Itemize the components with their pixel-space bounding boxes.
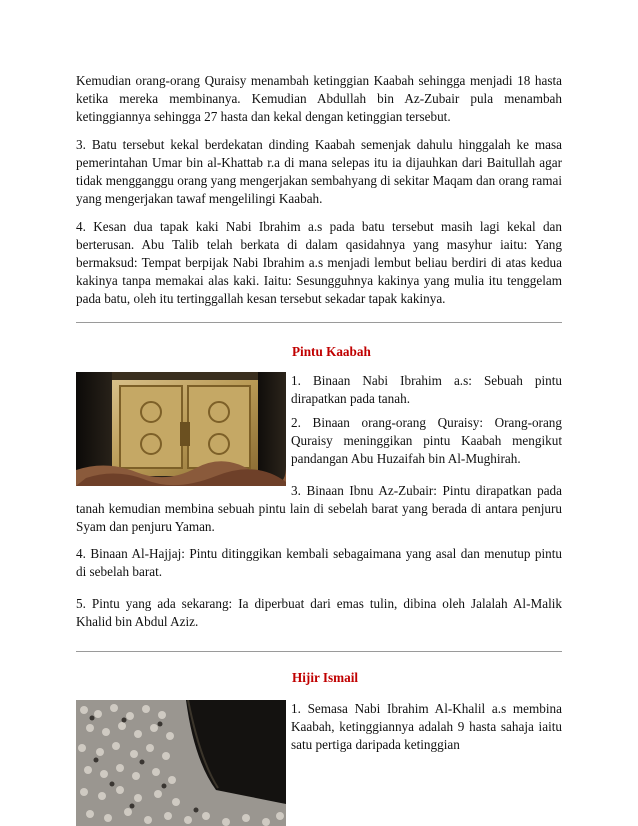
section-divider (76, 651, 562, 652)
pintu-item-3: 3. Binaan Ibnu Az-Zubair: Pintu dirapatkan pada tanah kemudian membina sebuah pintu lain di sebelah barat yang berada di antara penjuru Syam dan penjuru Yaman. (76, 483, 562, 534)
hijir-ismail-crowd-photo (76, 700, 286, 826)
pintu-item-2: 2. Binaan orang-orang Quraisy: Orang-orang Quraisy meninggikan pintu Kaabah mengikut pandangan Abu Huzaifah bin Al-Mughirah. (291, 415, 562, 466)
pintu-item-1: 1. Binaan Nabi Ibrahim a.s: Sebuah pintu dirapatkan pada tanah. (291, 373, 562, 406)
pintu-item-4: 4. Binaan Al-Hajjaj: Pintu ditinggikan kembali sebagaimana yang asal dan menutup pintu di sebelah barat. (76, 546, 562, 579)
paragraph-footprints: 4. Kesan dua tapak kaki Nabi Ibrahim a.s pada batu tersebut masih lagi kekal dan berterusan. Abu Talib telah berkata di dalam qasidahnya yang masyhur iaitu: Yang bermaksud: Tempat berpijak Nabi Ibrahim a.s menjadi lembut beliau berdiri di atas kedua kakinya tanpa memakai alas kaki. Iaitu: Sesungguhnya kakinya yang mulia itu tenggelam pada batu, oleh itu tertinggallah kesan tersebut sekadar tapak kakinya. (76, 219, 562, 306)
kaabah-door-photo (76, 372, 286, 486)
section-heading-hijir-ismail: Hijir Ismail (292, 670, 359, 685)
paragraph-stone-position: 3. Batu tersebut kekal berdekatan dinding Kaabah semenjak dahulu hinggalah ke masa pemerintahan Umar bin al-Khattab r.a di mana selepas itu ia dijauhkan dari Baitullah agar tidak mengganggu orang yang mengerjakan sembahyang di sekitar Maqam dan orang ramai yang mengerjakan tawaf mengelilingi Kaabah. (76, 137, 562, 206)
pintu-item-5: 5. Pintu yang ada sekarang: Ia diperbuat dari emas tulin, dibina oleh Jalalah Al-Malik Khalid bin Abdul Aziz. (76, 596, 562, 629)
section-divider (76, 322, 562, 323)
hijir-item-1: 1. Semasa Nabi Ibrahim Al-Khalil a.s membina Kaabah, ketinggiannya adalah 9 hasta sahaja iaitu satu pertiga daripada ketinggian (291, 701, 562, 752)
section-heading-pintu-kaabah: Pintu Kaabah (292, 344, 371, 359)
paragraph-kaabah-height: Kemudian orang-orang Quraisy menambah ketinggian Kaabah sehingga menjadi 18 hasta ketika mereka membinanya. Kemudian Abdullah bin Az-Zubair pula menambah ketinggiannya sehingga 27 hasta dan kekal dengan ketinggian tersebut. (76, 73, 562, 124)
